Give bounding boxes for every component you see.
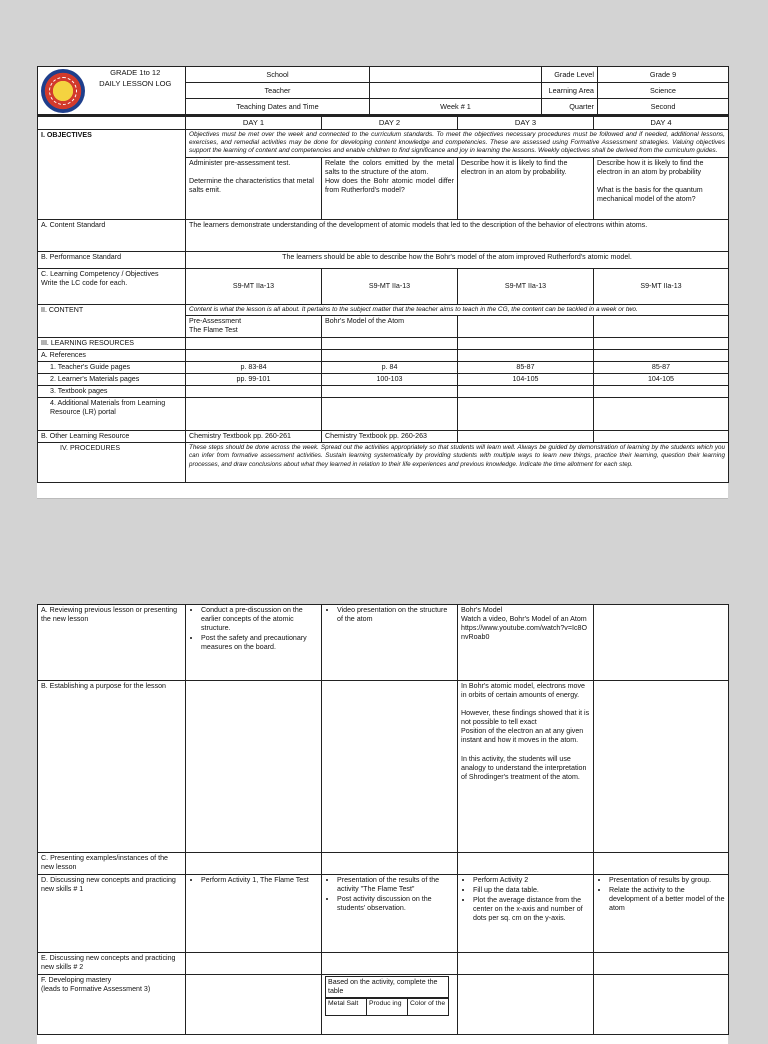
grade-level-label: Grade Level: [542, 67, 598, 83]
empty-cell: [322, 350, 458, 362]
lesson-table: [37, 115, 729, 483]
developing-mastery-day-2: [322, 975, 458, 1035]
content-label: II. CONTENT: [38, 304, 186, 337]
empty-cell: [458, 953, 594, 975]
content-day-2: Bohr's Model of the Atom: [322, 315, 458, 337]
list-item: • Post the safety and precautionary measures on the board.: [201, 634, 318, 652]
list-item: • Conduct a pre-discussion on the earlier concepts of the atomic structure.: [201, 606, 318, 633]
reviewing-lesson-label: A. Reviewing previous lesson or presenting the new lesson: [38, 605, 186, 681]
dates-label: Teaching Dates and Time: [186, 99, 370, 115]
empty-cell: [458, 350, 594, 362]
empty-cell: [186, 681, 322, 853]
objective-day-2: Relate the colors emitted by the metal salts to the structure of the atom. How does the Bohr atomic model differ from Rutherford's model?: [322, 157, 458, 219]
header-table: [37, 66, 729, 115]
empty-cell: [186, 350, 322, 362]
discussing-1-label: D. Discussing new concepts and practicing new skills # 1: [38, 875, 186, 953]
additional-materials-label: 4. Additional Materials from Learning Resource (LR) portal: [38, 398, 186, 431]
logo-cell: [38, 67, 86, 115]
other-resource-day-2: Chemistry Textbook pp. 260-263: [322, 431, 458, 443]
developing-mastery-label: F. Developing mastery (leads to Formative Assessment 3): [38, 975, 186, 1035]
resources-label: III. LEARNING RESOURCES: [38, 337, 186, 349]
lm-day-1: pp. 99-101: [186, 374, 322, 386]
empty-cell: [594, 337, 729, 349]
log-title-dll: DAILY LESSON LOG: [99, 78, 172, 88]
discussing-1-day-2: [322, 875, 458, 953]
empty-cell: [594, 975, 729, 1035]
empty-cell: [458, 398, 594, 431]
other-resource-label: B. Other Learning Resource: [38, 431, 186, 443]
table-header: Color of the: [408, 999, 449, 1016]
procedures-table: [37, 604, 729, 1035]
dll-page-1: [37, 66, 728, 499]
list-item: • Presentation of the results of the activity "The Flame Test": [337, 876, 454, 894]
discussing-1-day-4: [594, 875, 729, 953]
competency-label: C. Learning Competency / Objectives Write the LC code for each.: [38, 268, 186, 304]
reviewing-day-1: [186, 605, 322, 681]
reviewing-day-3: Bohr's Model Watch a video, Bohr's Model of an Atom https://www.youtube.com/watch?v=Ic8OnvRoab0: [458, 605, 594, 681]
deped-seal-icon: [41, 69, 85, 113]
objective-day-4: Describe how it is likely to find the electron in an atom by probability What is the basis for the quantum mechanical model of the atom?: [594, 157, 729, 219]
empty-cell: [186, 975, 322, 1035]
list-item: • Relate the activity to the development of a better model of the atom: [609, 886, 725, 913]
list-item: • Fill up the data table.: [473, 886, 590, 895]
learners-materials-label: 2. Learner's Materials pages: [38, 374, 186, 386]
school-value: [370, 67, 542, 83]
objectives-label: I. OBJECTIVES: [38, 129, 186, 219]
empty-cell: [594, 386, 729, 398]
content-note: Content is what the lesson is all about. It pertains to the subject matter that the teacher aims to teach in the CG, the content can be tackled in a week or two.: [186, 304, 729, 315]
log-title-grade: GRADE 1to 12: [110, 68, 161, 77]
school-label: School: [186, 67, 370, 83]
empty-cell: [322, 337, 458, 349]
list-item: • Video presentation on the structure of the atom: [337, 606, 454, 624]
empty-cell: [594, 350, 729, 362]
empty-cell: [186, 398, 322, 431]
discussing-1-day-3: [458, 875, 594, 953]
empty-cell: [322, 853, 458, 875]
blank-corner: [38, 116, 186, 129]
day-2-header: DAY 2: [322, 116, 458, 129]
objective-day-1: Administer pre-assessment test. Determine the characteristics that metal salts emit.: [186, 157, 322, 219]
learning-area-label: Learning Area: [542, 83, 598, 99]
purpose-label: B. Establishing a purpose for the lesson: [38, 681, 186, 853]
competency-code-day-2: S9-MT IIa-13: [322, 268, 458, 304]
list-item: • Plot the average distance from the center on the x-axis and number of dots per sq. cm on the y-axis.: [473, 896, 590, 923]
empty-cell: [322, 386, 458, 398]
quarter-label: Quarter: [542, 99, 598, 115]
other-resource-day-1: Chemistry Textbook pp. 260-261: [186, 431, 322, 443]
empty-cell: [322, 953, 458, 975]
day-3-header: DAY 3: [458, 116, 594, 129]
empty-cell: [458, 853, 594, 875]
textbook-pages-label: 3. Textbook pages: [38, 386, 186, 398]
tg-day-1: p. 83-84: [186, 362, 322, 374]
list-item: • Perform Activity 1, The Flame Test: [201, 876, 318, 885]
lm-day-4: 104-105: [594, 374, 729, 386]
activity-table-caption: Based on the activity, complete the table: [325, 976, 449, 998]
empty-cell: [594, 681, 729, 853]
empty-cell: [458, 975, 594, 1035]
title-cell: [86, 67, 186, 115]
discussing-2-label: E. Discussing new concepts and practicing new skills # 2: [38, 953, 186, 975]
empty-cell: [594, 953, 729, 975]
dll-page-2: [37, 604, 728, 1044]
empty-cell: [322, 681, 458, 853]
list-item: • Post activity discussion on the students' observation.: [337, 895, 454, 913]
list-item: • Perform Activity 2: [473, 876, 590, 885]
content-day-3: [458, 315, 594, 337]
objectives-note: Objectives must be met over the week and connected to the curriculum standards. To meet the objectives necessary procedures must be followed and if needed, additional lessons, exercises, and remedial activities may be done for developing content knowledge and competencies. These are assessed using Formative Assessment strategies. Valuing objectives support the learning of content and competencies and enable children to find significance and joy in learning the lessons. Weekly objectives shall be derived from the curriculum guides.: [186, 129, 729, 157]
procedures-note: These steps should be done across the week. Spread out the activities appropriately so that students will learn well. Always be guided by demonstration of learning by the students which you can infer from formative assessment activities. Sustain learning systematically by providing students with multiple ways to learn new things, practice their learning, question their learning processes, and draw conclusions about what they learned in relation to their life experiences and previous knowledge. Indicate the time allotment for each step.: [186, 443, 729, 483]
empty-cell: [458, 386, 594, 398]
performance-standard-text: The learners should be able to describe how the Bohr's model of the atom improved Rutherford's atomic model.: [186, 251, 729, 268]
empty-cell: [594, 853, 729, 875]
discussing-1-day-1: [186, 875, 322, 953]
teachers-guide-label: 1. Teacher's Guide pages: [38, 362, 186, 374]
metal-salt-table: [325, 998, 449, 1016]
content-day-1: Pre-Assessment The Flame Test: [186, 315, 322, 337]
empty-cell: [458, 337, 594, 349]
week-value: Week # 1: [370, 99, 542, 115]
empty-cell: [322, 398, 458, 431]
empty-cell: [594, 398, 729, 431]
day-1-header: DAY 1: [186, 116, 322, 129]
objective-day-3: Describe how it is likely to find the electron in an atom by probability.: [458, 157, 594, 219]
lm-day-3: 104-105: [458, 374, 594, 386]
list-item: • Presentation of results by group.: [609, 876, 725, 885]
table-header: Produc ing: [367, 999, 408, 1016]
references-label: A. References: [38, 350, 186, 362]
competency-code-day-4: S9-MT IIa-13: [594, 268, 729, 304]
quarter-value: Second: [598, 99, 729, 115]
grade-level-value: Grade 9: [598, 67, 729, 83]
tg-day-2: p. 84: [322, 362, 458, 374]
learning-area-value: Science: [598, 83, 729, 99]
purpose-day-3: In Bohr's atomic model, electrons move in orbits of certain amounts of energy. However, these findings showed that it is not possible to tell exact Position of the electron an at any given instant and how it moves in the atom. In this activity, the students will use analogy to understand the interpretation of Shrodinger's treatment of the atom.: [458, 681, 594, 853]
teacher-value: [370, 83, 542, 99]
empty-cell: [186, 337, 322, 349]
competency-code-day-1: S9-MT IIa-13: [186, 268, 322, 304]
day-4-header: DAY 4: [594, 116, 729, 129]
presenting-examples-label: C. Presenting examples/instances of the new lesson: [38, 853, 186, 875]
performance-standard-label: B. Performance Standard: [38, 251, 186, 268]
empty-cell: [594, 431, 729, 443]
teacher-label: Teacher: [186, 83, 370, 99]
tg-day-4: 85-87: [594, 362, 729, 374]
empty-cell: [186, 853, 322, 875]
empty-cell: [186, 386, 322, 398]
reviewing-day-4: [594, 605, 729, 681]
content-standard-label: A. Content Standard: [38, 219, 186, 251]
empty-cell: [186, 953, 322, 975]
content-day-4: [594, 315, 729, 337]
tg-day-3: 85-87: [458, 362, 594, 374]
competency-code-day-3: S9-MT IIa-13: [458, 268, 594, 304]
table-header: Metal Salt: [326, 999, 367, 1016]
reviewing-day-2: [322, 605, 458, 681]
lm-day-2: 100-103: [322, 374, 458, 386]
content-standard-text: The learners demonstrate understanding of the development of atomic models that led to the description of the behavior of electrons within atoms.: [186, 219, 729, 251]
procedures-label: IV. PROCEDURES: [38, 443, 186, 483]
empty-cell: [458, 431, 594, 443]
